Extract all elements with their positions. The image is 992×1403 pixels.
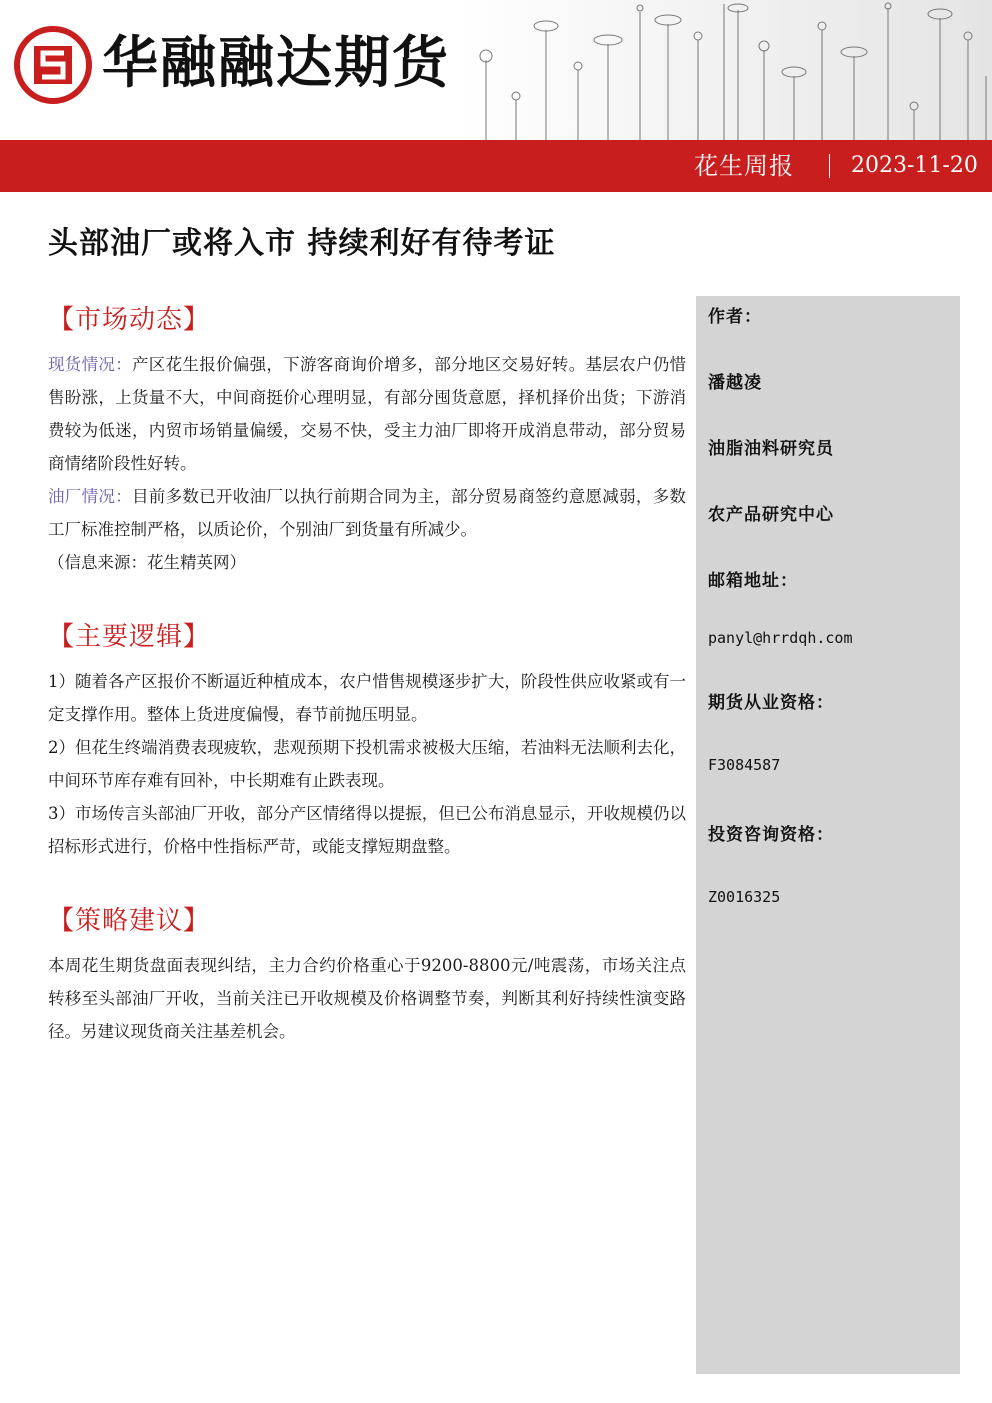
report-type: 花生周报 — [694, 152, 794, 180]
strategy-section-heading: 【策略建议】 — [48, 906, 211, 936]
logic-point: 1）随着各产区报价不断逼近种植成本，农户惜售规模逐步扩大，阶段性供应收紧或有一定支撑作用。整体上货进度偏慢，春节前抛压明显。 — [48, 672, 686, 724]
strategy-text: 本周花生期货盘面表现纠结，主力合约价格重心于9200-8800元/吨震荡，市场关注点转移至头部油厂开收，当前关注已开收规模及价格调整节奏，判断其利好持续性演变路径。另建议现货商关注基差机会。 — [48, 956, 686, 1041]
invest-qualification-number: Z0016325 — [708, 888, 781, 906]
main-content — [48, 292, 686, 1048]
report-date: 2023-11-20 — [851, 153, 978, 178]
invest-qualification-label: 投资咨询资格： — [708, 825, 834, 845]
author-sidebar — [696, 296, 960, 1374]
futures-qualification-label: 期货从业资格： — [708, 693, 834, 713]
report-title: 头部油厂或将入市 持续利好有待考证 — [48, 226, 556, 261]
department: 农产品研究中心 — [708, 505, 834, 525]
spot-text: 产区花生报价偏强，下游客商询价增多，部分地区交易好转。基层农户仍惜售盼涨，上货量不大，中间商挺价心理明显，有部分囤货意愿，择机择价出货；下游消费较为低迷，内贸市场销量偏缓，交易不快，受主力油厂即将开成消息带动，部分贸易商情绪阶段性好转。 — [48, 355, 687, 473]
decorative-header-graphic — [458, 0, 992, 140]
logic-point: 3）市场传言头部油厂开收，部分产区情绪得以提振，但已公布消息显示，开收规模仍以招标形式进行，价格中性指标严苛，或能支撑短期盘整。 — [48, 804, 686, 856]
futures-qualification-number: F3084587 — [708, 756, 781, 774]
email-address[interactable]: panyl@hrrdqh.com — [708, 629, 853, 647]
spot-situation-paragraph — [48, 348, 686, 480]
logic-point: 2）但花生终端消费表现疲软，悲观预期下投机需求被极大压缩，若油料无法顺利去化，中间环节库存难有回补，中长期难有止跌表现。 — [48, 738, 686, 790]
spot-label: 现货情况： — [48, 355, 132, 374]
huarong-s-logo-icon — [14, 26, 92, 104]
email-label: 邮箱地址： — [708, 571, 798, 591]
author-name: 潘越凌 — [708, 373, 762, 393]
header-divider — [829, 154, 830, 178]
author-label: 作者： — [708, 307, 762, 327]
oil-mill-label: 油厂情况： — [48, 487, 132, 506]
market-section-heading: 【市场动态】 — [48, 305, 211, 335]
author-title: 油脂油料研究员 — [708, 439, 834, 459]
oil-mill-text: 目前多数已开收油厂以执行前期合同为主，部分贸易商签约意愿减弱，多数工厂标准控制严格，以质论价，个别油厂到货量有所减少。 — [48, 487, 687, 539]
logic-section-heading: 【主要逻辑】 — [48, 622, 211, 652]
oil-mill-paragraph — [48, 480, 686, 546]
report-header-bar — [0, 140, 992, 192]
info-source: （信息来源：花生精英网） — [48, 553, 246, 572]
brand-name: 华融融达期货 — [102, 31, 450, 96]
